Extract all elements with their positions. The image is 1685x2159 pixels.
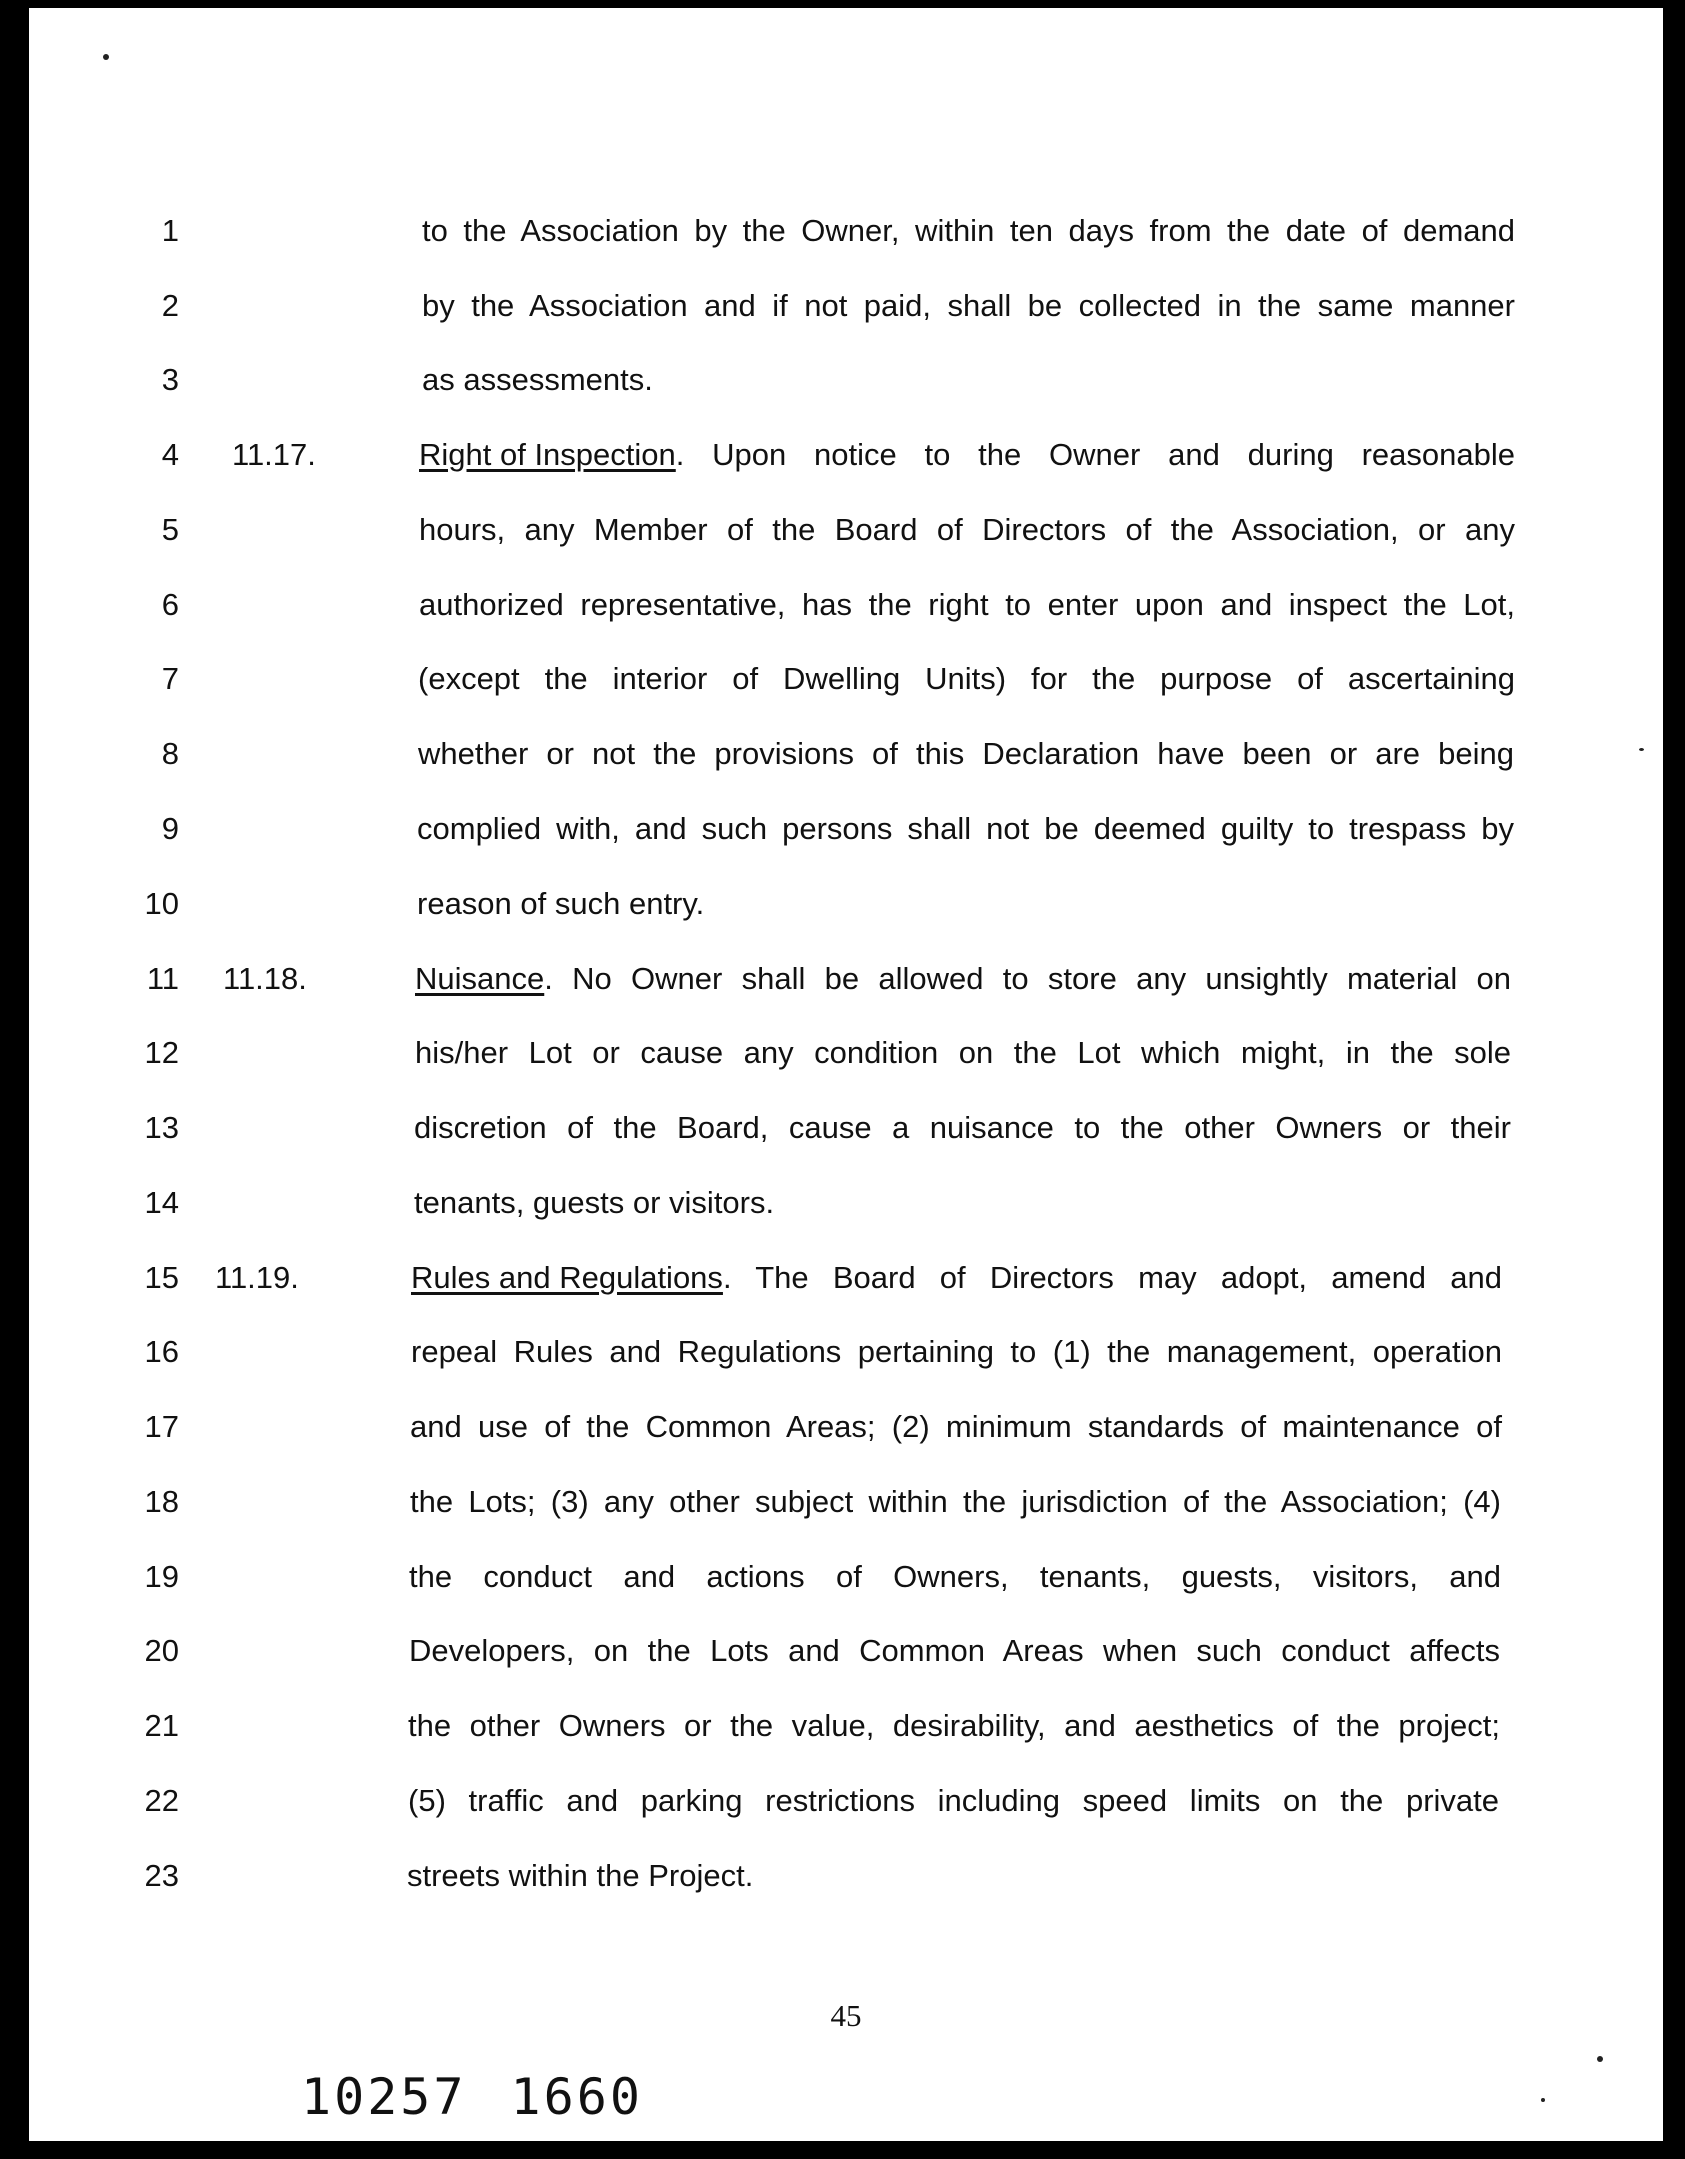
body-line: the conduct and actions of Owners, tenants, guests, visitors, and [409,1559,1501,1594]
body-line: reason of such entry. [417,886,705,921]
line-number: 6 [161,587,179,622]
body-line-text: . Upon notice to the Owner and during reasonable [675,437,1515,472]
section-heading: Nuisance [415,961,545,996]
line-number: 4 [161,437,179,472]
body-line: the Lots; (3) any other subject within the jurisdiction of the Association; (4) [410,1484,1501,1519]
section-heading: Right of Inspection [419,437,676,472]
document-page [29,8,1663,2141]
section-heading: Rules and Regulations [411,1260,723,1295]
body-line: and use of the Common Areas; (2) minimum standards of maintenance of [410,1409,1502,1444]
scan-speck [1541,2098,1545,2102]
line-number: 23 [144,1858,179,1893]
document-id [301,2068,687,2126]
line-number: 19 [144,1559,179,1594]
body-line: as assessments. [422,362,653,397]
body-line: by the Association and if not paid, shall be collected in the same manner [422,288,1515,323]
body-line: Developers, on the Lots and Common Areas when such conduct affects [409,1633,1500,1668]
page-number: 45 [830,1998,862,2033]
body-line: complied with, and such persons shall not be deemed guilty to trespass by [417,811,1514,846]
line-number: 16 [144,1334,179,1369]
line-number: 11 [146,961,179,996]
section-number: 11.17. [232,437,316,472]
line-number: 2 [161,288,179,323]
line-number: 18 [144,1484,179,1519]
body-line-text: . No Owner shall be allowed to store any unsightly material on [544,961,1511,996]
line-number: 3 [161,362,179,397]
line-number: 5 [161,512,179,547]
body-line: (5) traffic and parking restrictions including speed limits on the private [408,1783,1499,1818]
body-line-with-heading [419,435,1515,475]
line-number: 10 [144,886,179,921]
body-line: streets within the Project. [407,1858,754,1893]
line-number: 12 [144,1035,179,1070]
body-line: discretion of the Board, cause a nuisance to the other Owners or their [414,1110,1511,1145]
line-number: 17 [144,1409,179,1444]
line-number: 9 [161,811,179,846]
line-number: 13 [144,1110,179,1145]
line-number: 7 [161,661,179,696]
body-line: the other Owners or the value, desirability, and aesthetics of the project; [408,1708,1500,1743]
document-id-part: 1660 [510,2068,643,2126]
body-line: authorized representative, has the right to enter upon and inspect the Lot, [419,587,1515,622]
body-line: whether or not the provisions of this Declaration have been or are being [418,736,1514,771]
line-number: 8 [161,736,179,771]
scan-speck [1639,748,1644,751]
body-line: hours, any Member of the Board of Directors of the Association, or any [419,512,1515,547]
body-line-text: . The Board of Directors may adopt, amend and [722,1260,1502,1295]
body-line: repeal Rules and Regulations pertaining to (1) the management, operation [411,1334,1502,1369]
document-id-part: 10257 [301,2068,467,2126]
body-line-with-heading [415,959,1511,999]
body-line: tenants, guests or visitors. [414,1185,775,1220]
line-number: 15 [144,1260,179,1295]
section-number: 11.19. [215,1260,299,1295]
section-number: 11.18. [223,961,307,996]
body-line-with-heading [411,1258,1502,1298]
scan-speck [103,54,109,60]
body-line: (except the interior of Dwelling Units) for the purpose of ascertaining [418,661,1515,696]
line-number: 14 [144,1185,179,1220]
line-number: 1 [161,213,179,248]
body-line: his/her Lot or cause any condition on the Lot which might, in the sole [415,1035,1511,1070]
scan-speck [1597,2056,1603,2062]
line-number: 20 [144,1633,179,1668]
body-line: to the Association by the Owner, within ten days from the date of demand [422,213,1515,248]
line-number: 22 [144,1783,179,1818]
line-number: 21 [144,1708,179,1743]
